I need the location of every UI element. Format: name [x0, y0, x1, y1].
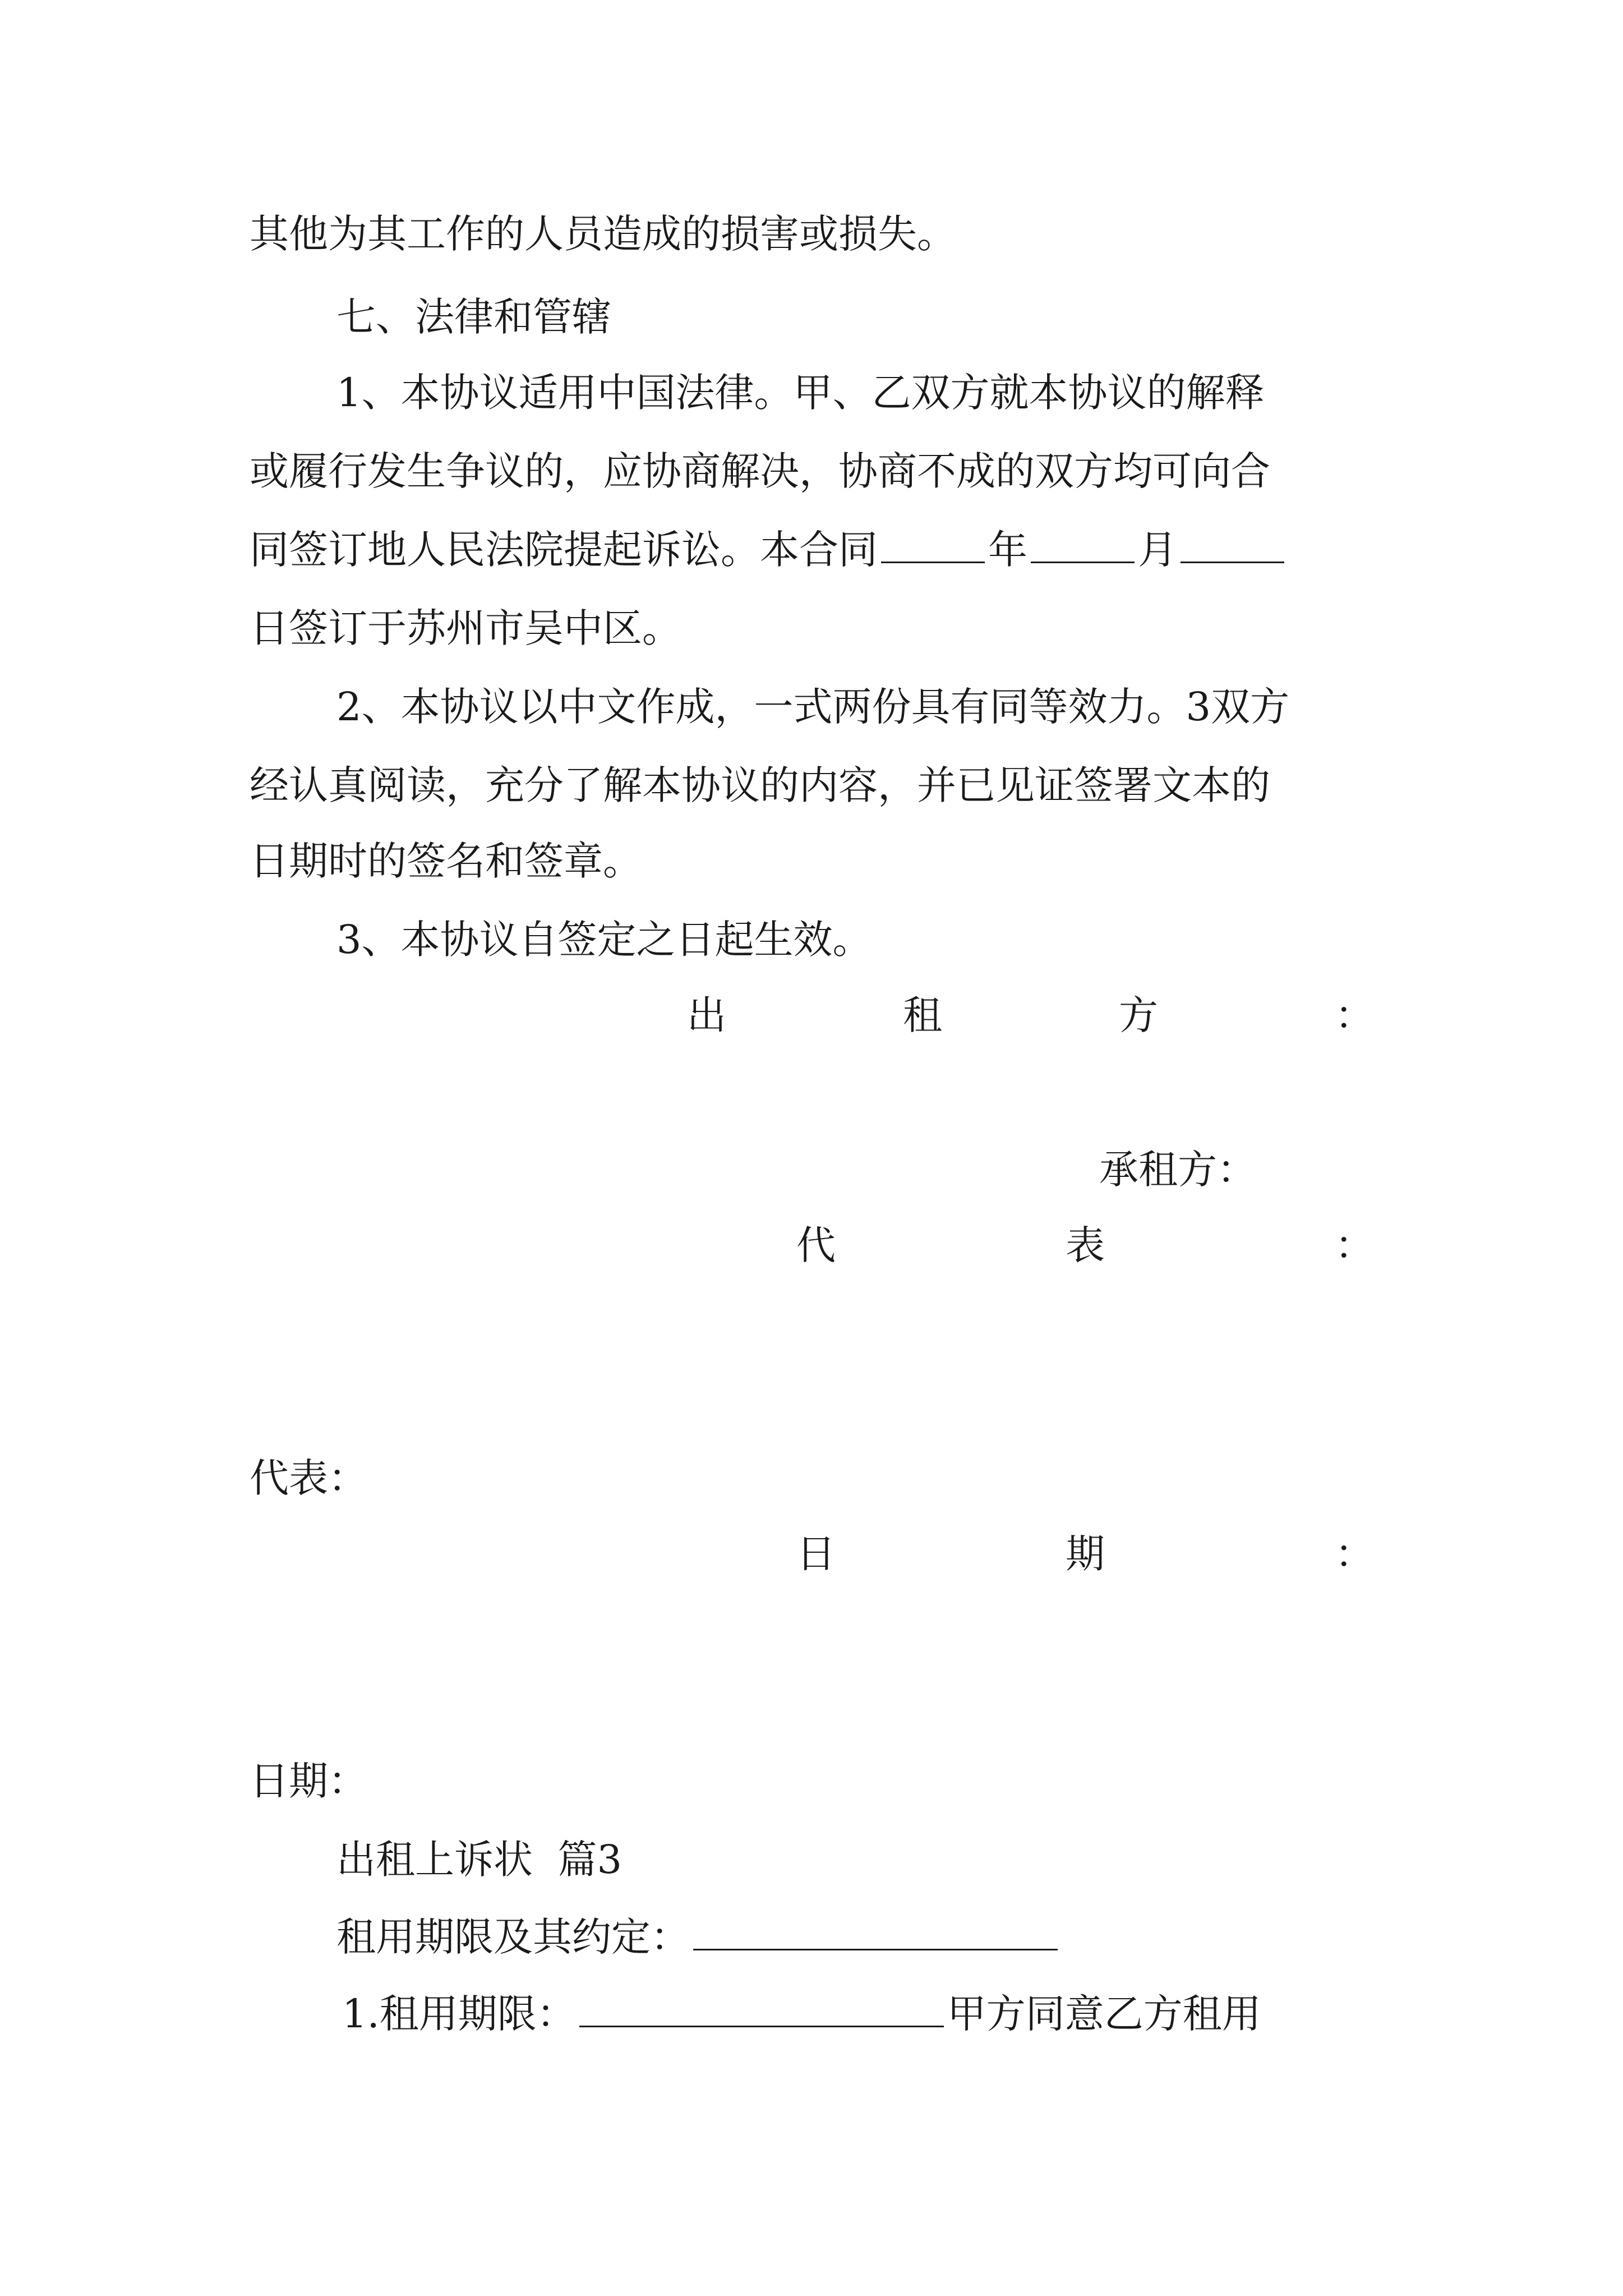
year-label: 年 [988, 527, 1027, 573]
clause-1-line-3 [250, 527, 1288, 573]
term-item-tail: 甲方同意乙方租用 [947, 1991, 1261, 2037]
blank-month [1031, 559, 1135, 563]
clause-2-line-3: 日期时的签名和签章。 [250, 838, 642, 884]
section-heading: 七、法律和管辖 [336, 294, 611, 340]
lessor-signature-line [687, 992, 1374, 1038]
clause-1-line-3-text: 同签订地人民法院提起诉讼。本合同 [250, 527, 878, 573]
lessor-char-1: 出 [687, 992, 726, 1038]
lessor-char-2: 租 [903, 992, 942, 1038]
clause-3: 3、本协议自签定之日起生效。 [336, 917, 872, 963]
rep-char-1: 代 [796, 1222, 836, 1268]
date-label: 日期： [250, 1758, 367, 1804]
term-line [336, 1914, 1061, 1960]
blank-year [881, 559, 985, 563]
rep-char-2: 表 [1066, 1222, 1105, 1268]
date-char-1: 日 [796, 1531, 836, 1577]
date-colon: ： [1335, 1531, 1374, 1577]
clause-1-line-1: 1、本协议适用中国法律。甲、乙双方就本协议的解释 [336, 370, 1265, 416]
paragraph-continuation: 其他为其工作的人员造成的损害或损失。 [250, 211, 956, 257]
date-signature-line [796, 1531, 1374, 1577]
blank-term-item [579, 2023, 944, 2027]
term-item-label: 1.租用期限： [342, 1991, 576, 2037]
clause-2-line-2: 经认真阅读，充分了解本协议的内容，并已见证签署文本的 [250, 762, 1270, 808]
blank-term [693, 1947, 1058, 1950]
term-label: 租用期限及其约定： [336, 1914, 690, 1960]
representative-signature-line [796, 1222, 1374, 1268]
date-char-2: 期 [1066, 1531, 1105, 1577]
lessor-colon: ： [1335, 992, 1374, 1038]
term-item-line [342, 1991, 1261, 2037]
blank-day [1181, 559, 1284, 563]
representative-label: 代表： [250, 1455, 367, 1501]
clause-1-line-4: 日签订于苏州市吴中区。 [250, 605, 681, 651]
next-section-title: 出租上诉状 篇3 [336, 1837, 623, 1883]
month-label: 月 [1138, 527, 1177, 573]
rep-colon: ： [1335, 1222, 1374, 1268]
clause-2-line-1: 2、本协议以中文作成，一式两份具有同等效力。3双方 [336, 684, 1290, 730]
clause-1-line-2: 或履行发生争议的，应协商解决，协商不成的双方均可向合 [250, 448, 1270, 494]
lessor-char-3: 方 [1119, 992, 1158, 1038]
lessee-label: 承租方： [1099, 1147, 1256, 1193]
